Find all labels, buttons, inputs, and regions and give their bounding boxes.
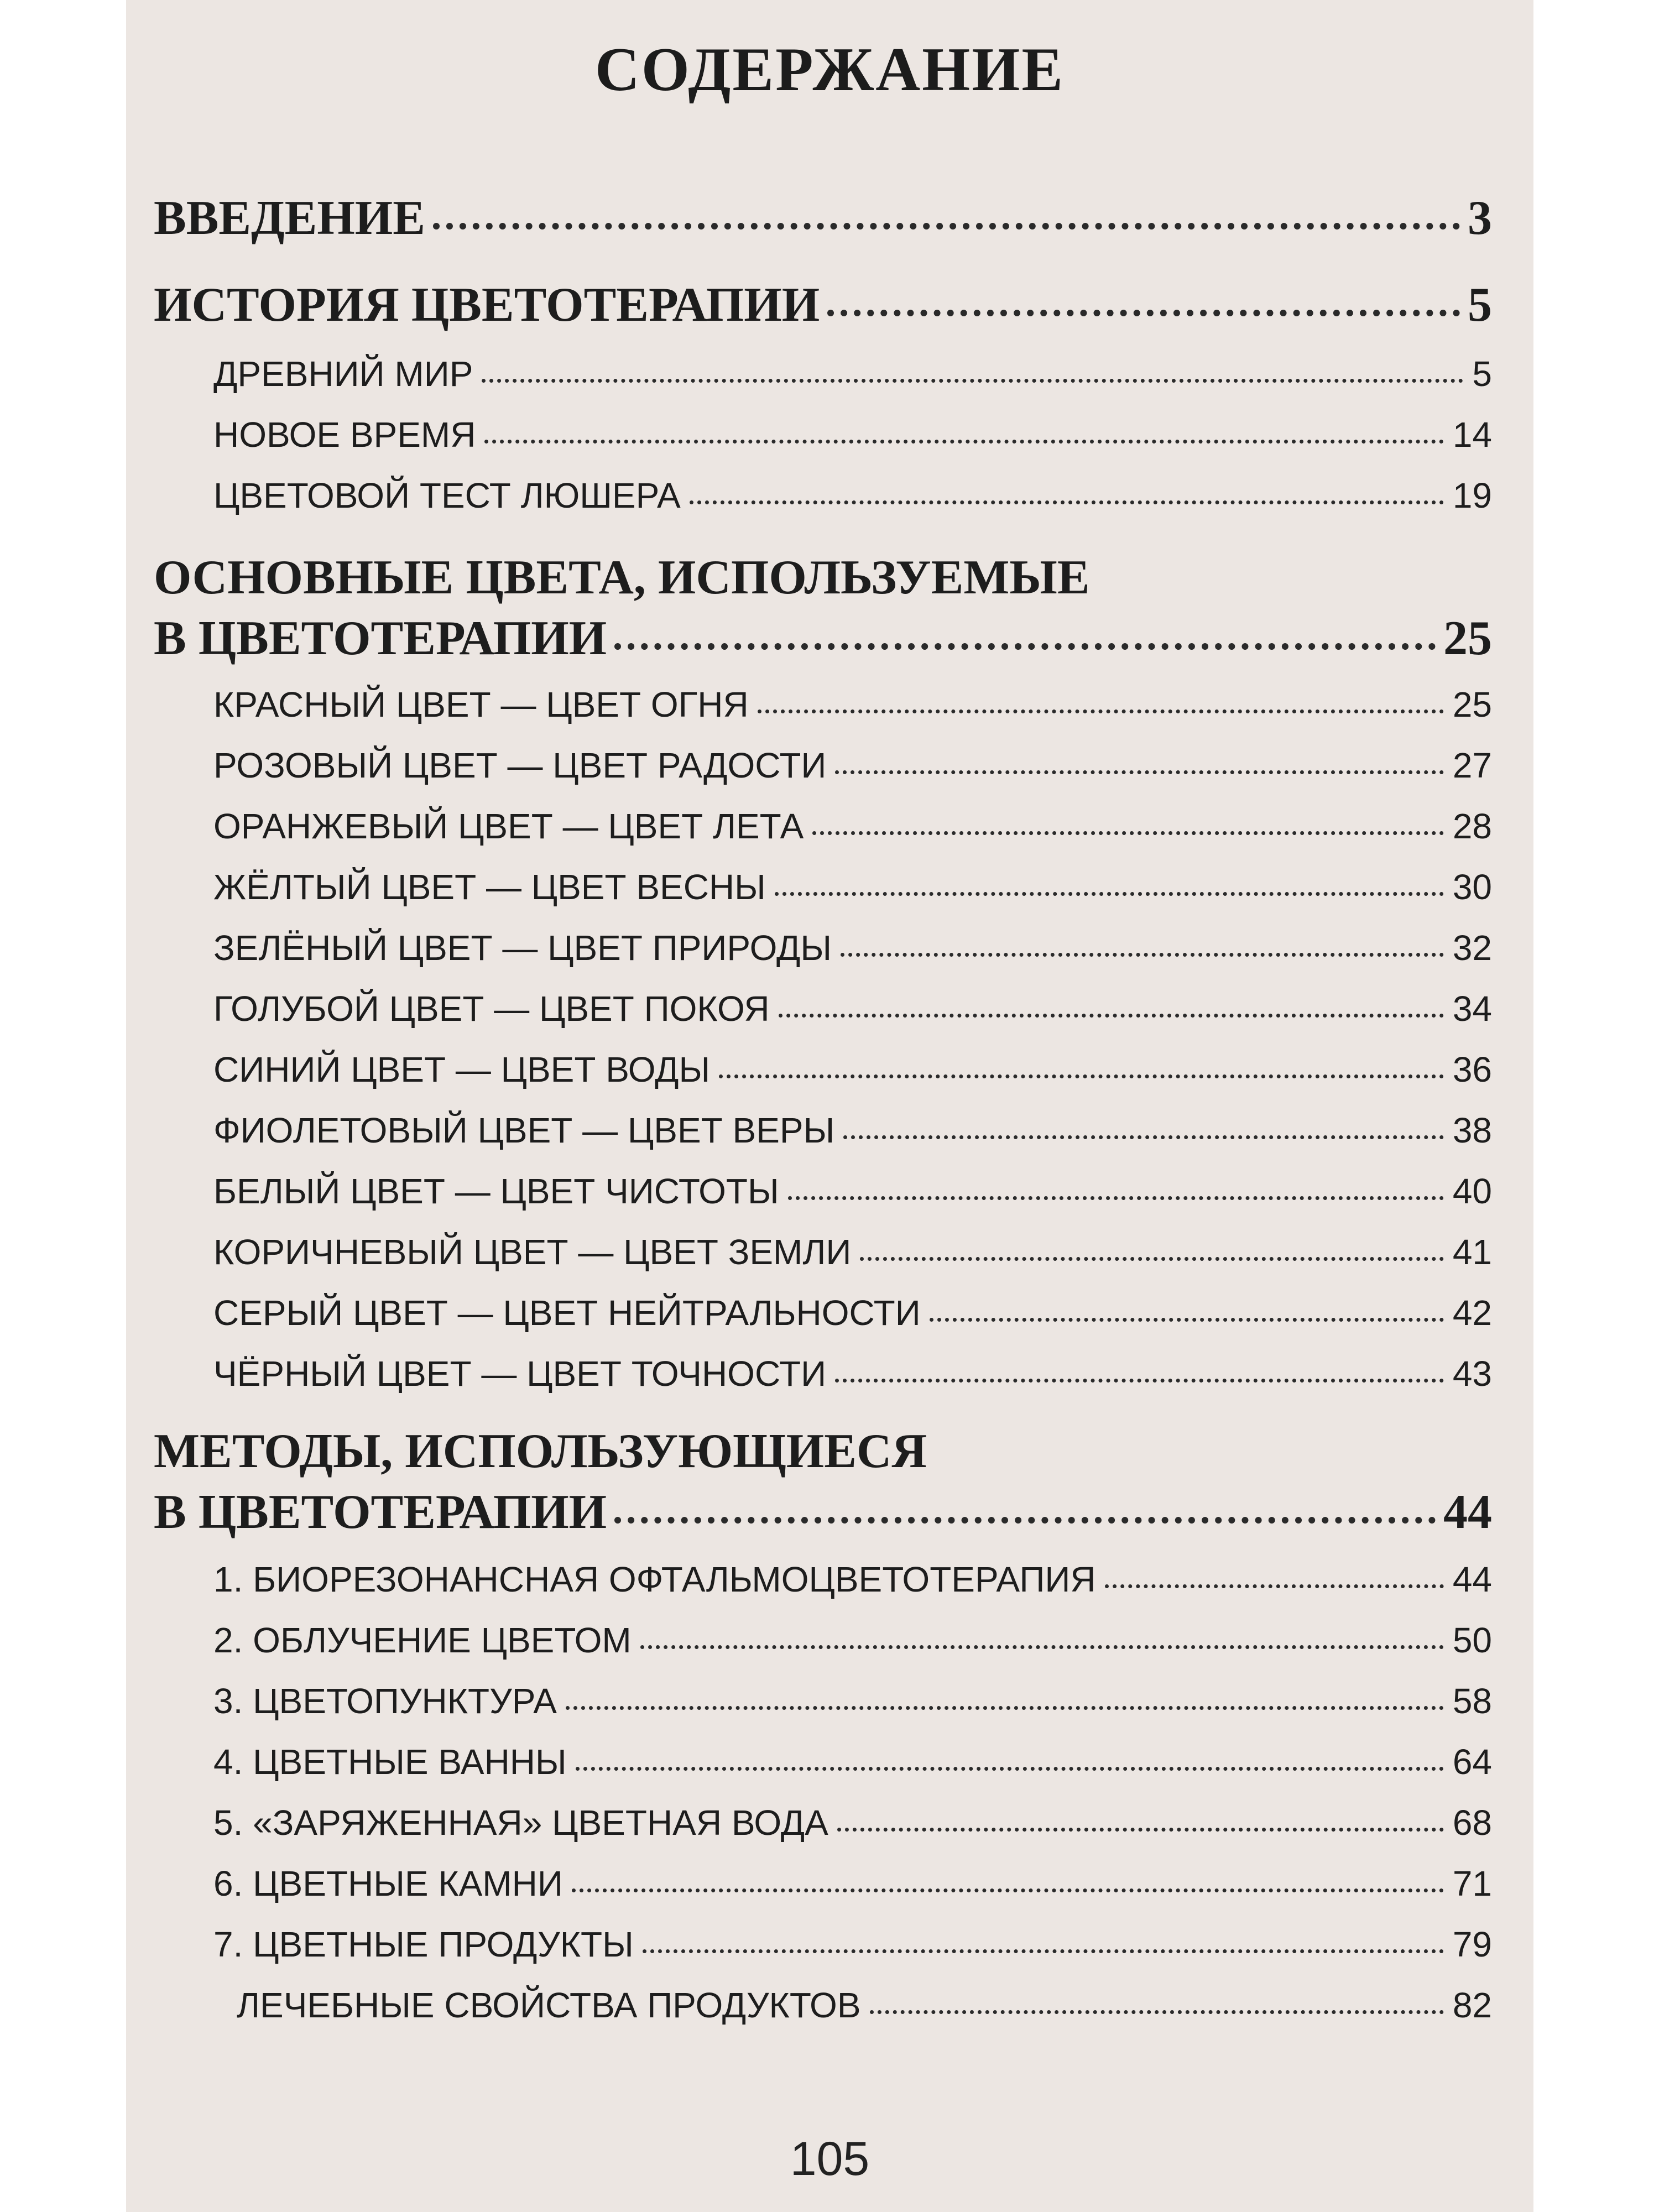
toc-item[interactable] — [213, 1673, 1492, 1729]
toc-page-number: 25 — [1452, 685, 1492, 724]
toc-item[interactable] — [213, 859, 1492, 915]
dot-leader — [690, 500, 1444, 504]
toc-item-label: 2. ОБЛУЧЕНИЕ ЦВЕТОМ — [213, 1620, 632, 1660]
toc-page-number: 5 — [1472, 354, 1492, 394]
toc-item[interactable] — [213, 1734, 1492, 1790]
dot-leader — [484, 440, 1443, 444]
toc-section-history[interactable] — [154, 275, 1492, 336]
toc-page-number: 14 — [1452, 415, 1492, 455]
toc-page-number: 44 — [1443, 1485, 1492, 1539]
toc-page-number: 19 — [1452, 476, 1492, 515]
dot-leader — [433, 223, 1460, 229]
toc-page-number: 44 — [1452, 1559, 1492, 1599]
toc-item[interactable] — [213, 1285, 1492, 1340]
toc-page-number: 40 — [1452, 1171, 1492, 1211]
toc-item-label: РОЗОВЫЙ ЦВЕТ — ЦВЕТ РАДОСТИ — [213, 745, 827, 785]
toc-item-label: ЖЁЛТЫЙ ЦВЕТ — ЦВЕТ ВЕСНЫ — [213, 867, 766, 907]
toc-item[interactable] — [237, 1978, 1492, 2033]
dot-leader — [870, 2010, 1444, 2014]
toc-section-methods[interactable] — [154, 1421, 1492, 1543]
toc-item-label: 3. ЦВЕТОПУНКТУРА — [213, 1681, 557, 1721]
toc-item[interactable] — [213, 1613, 1492, 1668]
toc-section-label: ВВЕДЕНИЕ — [154, 191, 425, 245]
toc-item-label: КРАСНЫЙ ЦВЕТ — ЦВЕТ ОГНЯ — [213, 685, 749, 724]
dot-leader — [758, 709, 1444, 713]
toc-page-number: 36 — [1452, 1050, 1492, 1089]
dot-leader — [779, 1014, 1444, 1018]
book-page — [126, 0, 1533, 2212]
toc-item[interactable] — [213, 468, 1492, 523]
toc-page-number: 58 — [1452, 1681, 1492, 1721]
toc-item[interactable] — [213, 1856, 1492, 1911]
toc-item[interactable] — [213, 1103, 1492, 1158]
toc-page-number: 71 — [1452, 1864, 1492, 1903]
toc-item-label: ЧЁРНЫЙ ЦВЕТ — ЦВЕТ ТОЧНОСТИ — [213, 1354, 827, 1394]
toc-page-number: 34 — [1452, 989, 1492, 1029]
toc-item-label: БЕЛЫЙ ЦВЕТ — ЦВЕТ ЧИСТОТЫ — [213, 1171, 779, 1211]
dot-leader — [775, 892, 1444, 896]
toc-page-number: 68 — [1452, 1803, 1492, 1843]
toc-item[interactable] — [213, 981, 1492, 1036]
dot-leader — [482, 379, 1463, 383]
toc-page-number: 64 — [1452, 1742, 1492, 1782]
toc-item-label: ЛЕЧЕБНЫЕ СВОЙСТВА ПРОДУКТОВ — [237, 1985, 861, 2025]
toc-item-label: ЗЕЛЁНЫЙ ЦВЕТ — ЦВЕТ ПРИРОДЫ — [213, 928, 832, 968]
toc-item-label: ОРАНЖЕВЫЙ ЦВЕТ — ЦВЕТ ЛЕТА — [213, 806, 804, 846]
toc-page-number: 50 — [1452, 1620, 1492, 1660]
dot-leader — [1105, 1584, 1444, 1588]
toc-item-label: СЕРЫЙ ЦВЕТ — ЦВЕТ НЕЙТРАЛЬНОСТИ — [213, 1293, 921, 1333]
toc-page-number: 27 — [1452, 745, 1492, 785]
page-title: СОДЕРЖАНИЕ — [594, 35, 1065, 104]
toc-item[interactable] — [213, 920, 1492, 975]
toc-item-label: КОРИЧНЕВЫЙ ЦВЕТ — ЦВЕТ ЗЕМЛИ — [213, 1232, 852, 1272]
toc-section-label-continued: В ЦВЕТОТЕРАПИИ — [154, 1485, 607, 1539]
toc-page-number: 3 — [1468, 191, 1492, 245]
toc-item-label: 4. ЦВЕТНЫЕ ВАННЫ — [213, 1742, 567, 1782]
toc-page-number: 38 — [1452, 1110, 1492, 1150]
dot-leader — [841, 953, 1444, 957]
dot-leader — [572, 1888, 1444, 1892]
toc-item[interactable] — [213, 1164, 1492, 1219]
toc-page-number: 41 — [1452, 1232, 1492, 1272]
toc-page-number: 79 — [1452, 1924, 1492, 1964]
toc-item[interactable] — [213, 799, 1492, 854]
toc-item-label: СИНИЙ ЦВЕТ — ЦВЕТ ВОДЫ — [213, 1050, 711, 1089]
toc-section-label: ОСНОВНЫЕ ЦВЕТА, ИСПОЛЬЗУЕМЫЕ — [154, 551, 1090, 604]
toc-item[interactable] — [213, 1552, 1492, 1607]
dot-leader — [930, 1318, 1444, 1322]
toc-item-label: 7. ЦВЕТНЫЕ ПРОДУКТЫ — [213, 1924, 634, 1964]
toc-item-label: ГОЛУБОЙ ЦВЕТ — ЦВЕТ ПОКОЯ — [213, 989, 770, 1029]
toc-section-label: ИСТОРИЯ ЦВЕТОТЕРАПИИ — [154, 278, 820, 332]
dot-leader — [812, 831, 1444, 835]
toc-item[interactable] — [213, 677, 1492, 732]
toc-item-label: 5. «ЗАРЯЖЕННАЯ» ЦВЕТНАЯ ВОДА — [213, 1803, 828, 1843]
toc-item-label: ДРЕВНИЙ МИР — [213, 354, 473, 394]
toc-item[interactable] — [213, 738, 1492, 793]
dot-leader — [640, 1645, 1444, 1649]
toc-page-number: 28 — [1452, 806, 1492, 846]
toc-page-number: 42 — [1452, 1293, 1492, 1333]
toc-page-number: 43 — [1452, 1354, 1492, 1394]
toc-item[interactable] — [213, 1224, 1492, 1280]
toc-item[interactable] — [213, 346, 1492, 401]
toc-item-label: ЦВЕТОВОЙ ТЕСТ ЛЮШЕРА — [213, 476, 681, 515]
dot-leader — [835, 770, 1443, 774]
toc-page-number: 25 — [1443, 612, 1492, 665]
toc-item[interactable] — [213, 1042, 1492, 1097]
dot-leader — [614, 643, 1436, 650]
toc-section-main-colors[interactable] — [154, 547, 1492, 669]
dot-leader — [835, 1379, 1444, 1383]
dot-leader — [643, 1949, 1444, 1953]
toc-item-label: 1. БИОРЕЗОНАНСНАЯ ОФТАЛЬМОЦВЕТОТЕРАПИЯ — [213, 1559, 1096, 1599]
dot-leader — [827, 310, 1460, 316]
dot-leader — [614, 1517, 1436, 1524]
toc-item-label: ФИОЛЕТОВЫЙ ЦВЕТ — ЦВЕТ ВЕРЫ — [213, 1110, 835, 1150]
dot-leader — [576, 1767, 1444, 1771]
toc-item[interactable] — [213, 407, 1492, 462]
toc-item-label: 6. ЦВЕТНЫЕ КАМНИ — [213, 1864, 563, 1903]
toc-page-number: 5 — [1468, 278, 1492, 332]
dot-leader — [837, 1828, 1444, 1832]
dot-leader — [566, 1706, 1444, 1710]
dot-leader — [788, 1196, 1444, 1200]
dot-leader — [719, 1074, 1444, 1078]
dot-leader — [843, 1135, 1444, 1139]
toc-section-label-continued: В ЦВЕТОТЕРАПИИ — [154, 612, 607, 665]
toc-page-number: 32 — [1452, 928, 1492, 968]
toc-section-introduction[interactable] — [154, 188, 1492, 249]
toc-page-number: 82 — [1452, 1985, 1492, 2025]
toc-page-number: 30 — [1452, 867, 1492, 907]
toc-item-label: НОВОЕ ВРЕМЯ — [213, 415, 476, 455]
dot-leader — [860, 1257, 1443, 1261]
toc-item[interactable] — [213, 1917, 1492, 1972]
toc-section-label: МЕТОДЫ, ИСПОЛЬЗУЮЩИЕСЯ — [154, 1425, 927, 1478]
page-number: 105 — [790, 2132, 870, 2185]
toc-item[interactable] — [213, 1795, 1492, 1850]
toc-item[interactable] — [213, 1346, 1492, 1401]
